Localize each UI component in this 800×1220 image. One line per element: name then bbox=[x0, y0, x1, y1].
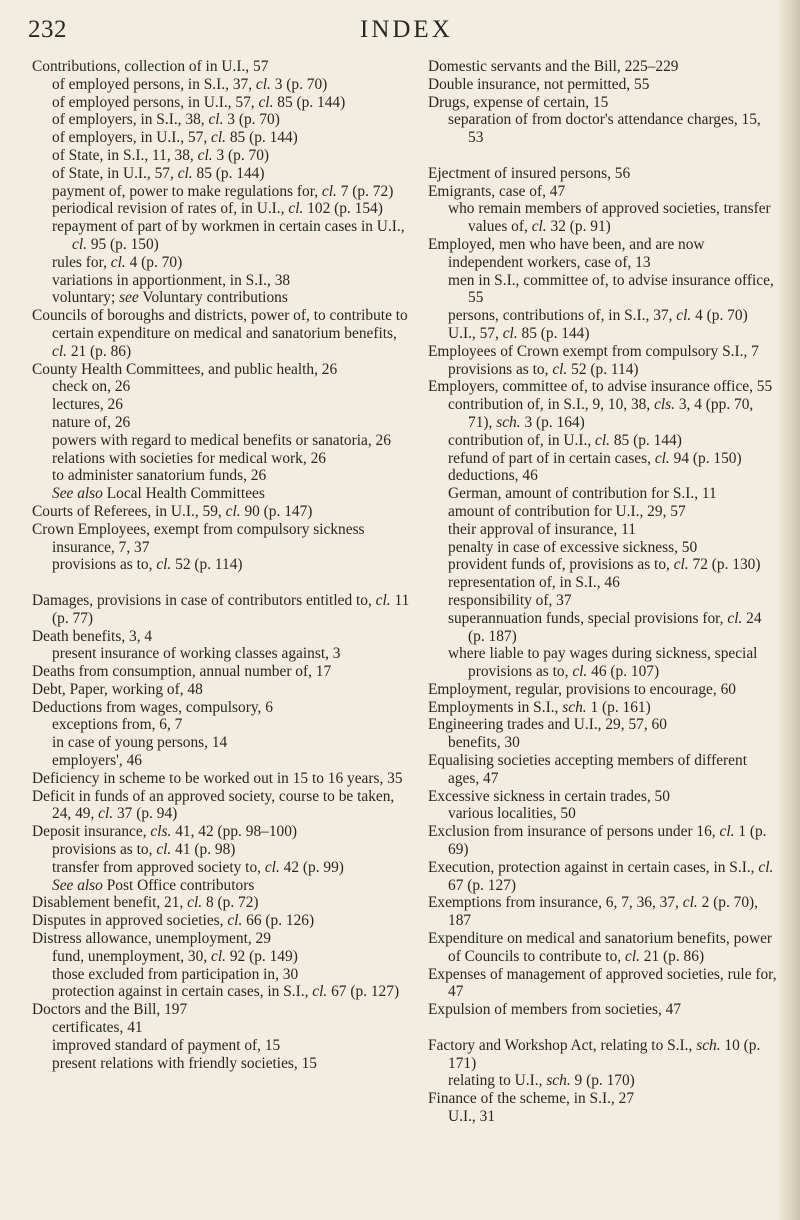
index-entry: Drugs, expense of certain, 15 bbox=[428, 93, 609, 111]
index-entry: Domestic servants and the Bill, 225–229 bbox=[428, 58, 679, 75]
index-entry: Factory and Workshop Act, relating to S.I., sch. 10 (p. 171) bbox=[428, 1036, 761, 1072]
index-subentry: their approval of insurance, 11 bbox=[448, 520, 636, 538]
index-subentry: voluntary; see Voluntary contributions bbox=[52, 289, 288, 307]
index-subentry: variations in apportionment, in S.I., 38 bbox=[52, 271, 291, 289]
index-subentry: check on, 26 bbox=[52, 378, 131, 396]
index-entry: Ejectment of insured persons, 56 bbox=[428, 164, 631, 182]
index-subentry: representation of, in S.I., 46 bbox=[448, 574, 620, 592]
index-entry: Employed, men who have been, and are now independent workers, case of, 13 bbox=[428, 235, 705, 271]
index-subentry: relations with societies for medical work, 26 bbox=[52, 449, 326, 467]
index-entry: Excessive sickness in certain trades, 50 bbox=[428, 787, 670, 805]
section-gap bbox=[428, 147, 778, 165]
index-column-right bbox=[428, 58, 778, 1126]
index-subentry: repayment of part of by workmen in certain cases in U.I., cl. 95 (p. 150) bbox=[52, 218, 405, 253]
index-subentry: of State, in S.I., 11, 38, cl. 3 (p. 70) bbox=[52, 146, 270, 164]
index-subentry: certificates, 41 bbox=[52, 1019, 143, 1037]
index-subentry: rules for, cl. 4 (p. 70) bbox=[52, 253, 183, 271]
index-subentry: of employed persons, in S.I., 37, cl. 3 (p. 70) bbox=[52, 75, 328, 93]
index-subentry: superannuation funds, special provisions for, cl. 24 (p. 187) bbox=[448, 609, 762, 645]
index-entry: Exemptions from insurance, 6, 7, 36, 37, cl. 2 (p. 70), 187 bbox=[428, 894, 759, 930]
index-subentry: deductions, 46 bbox=[448, 467, 538, 485]
index-subentry: persons, contributions of, in S.I., 37, cl. 4 (p. 70) bbox=[448, 307, 748, 325]
index-entry: Courts of Referees, in U.I., 59, cl. 90 (p. 147) bbox=[32, 502, 313, 520]
index-entry: Emigrants, case of, 47 bbox=[428, 182, 566, 200]
running-head: INDEX bbox=[360, 16, 453, 43]
index-subentry: provisions as to, cl. 41 (p. 98) bbox=[52, 841, 236, 859]
index-entry: Debt, Paper, working of, 48 bbox=[32, 680, 203, 698]
index-entry: County Health Committees, and public health, 26 bbox=[32, 360, 338, 378]
index-subentry: present relations with friendly societies, 15 bbox=[52, 1054, 317, 1072]
index-subentry: men in S.I., committee of, to advise insurance office, 55 bbox=[448, 271, 774, 307]
section-gap bbox=[428, 1019, 778, 1037]
index-subentry: refund of part of in certain cases, cl. 94 (p. 150) bbox=[448, 449, 742, 467]
index-subentry: See also Local Health Committees bbox=[52, 485, 265, 503]
index-entry: Employees of Crown exempt from compulsory S.I., 7 bbox=[428, 342, 759, 360]
index-subentry: improved standard of payment of, 15 bbox=[52, 1036, 281, 1054]
index-entry: Damages, provisions in case of contributors entitled to, cl. 11 (p. 77) bbox=[32, 591, 410, 627]
index-entry: Double insurance, not permitted, 55 bbox=[428, 75, 650, 93]
index-subentry: U.I., 31 bbox=[448, 1108, 496, 1126]
index-subentry: various localities, 50 bbox=[448, 805, 576, 823]
index-entry: Expulsion of members from societies, 47 bbox=[428, 1001, 682, 1019]
index-subentry: those excluded from participation in, 30 bbox=[52, 965, 299, 983]
index-entry: Councils of boroughs and districts, power of, to contribute to certain expenditure on medical and sanatorium benefits, cl. 21 (p. 86) bbox=[32, 307, 408, 360]
index-subentry: to administer sanatorium funds, 26 bbox=[52, 467, 267, 485]
index-entry: Deficiency in scheme to be worked out in 15 to 16 years, 35 bbox=[32, 769, 403, 787]
index-entry: Deficit in funds of an approved society, course to be taken, 24, 49, cl. 37 (p. 94) bbox=[32, 787, 395, 823]
index-entry: Distress allowance, unemployment, 29 bbox=[32, 930, 271, 948]
index-entry: Expenses of management of approved societies, rule for, 47 bbox=[428, 965, 777, 1001]
index-subentry: provident funds of, provisions as to, cl. 72 (p. 130) bbox=[448, 556, 761, 574]
index-entry: Crown Employees, exempt from compulsory sickness insurance, 7, 37 bbox=[32, 520, 365, 556]
index-subentry: U.I., 57, cl. 85 (p. 144) bbox=[448, 324, 590, 342]
index-entry: Finance of the scheme, in S.I., 27 bbox=[428, 1090, 635, 1108]
index-subentry: of employers, in S.I., 38, cl. 3 (p. 70) bbox=[52, 111, 280, 129]
section-gap bbox=[32, 574, 412, 592]
index-subentry: powers with regard to medical benefits or sanatoria, 26 bbox=[52, 431, 391, 449]
index-subentry: provisions as to, cl. 52 (p. 114) bbox=[448, 360, 639, 378]
index-subentry: contribution of, in S.I., 9, 10, 38, cls. 3, 4 (pp. 70, 71), sch. 3 (p. 164) bbox=[448, 396, 754, 431]
index-entry: Equalising societies accepting members of different ages, 47 bbox=[428, 752, 747, 787]
index-subentry: protection against in certain cases, in S.I., cl. 67 (p. 127) bbox=[52, 983, 400, 1001]
index-subentry: relating to U.I., sch. 9 (p. 170) bbox=[448, 1072, 635, 1090]
index-subentry: employers', 46 bbox=[52, 752, 142, 770]
index-subentry: nature of, 26 bbox=[52, 413, 131, 431]
index-entry: Contributions, collection of in U.I., 57 bbox=[32, 58, 269, 75]
index-subentry: amount of contribution for U.I., 29, 57 bbox=[448, 502, 686, 520]
index-subentry: present insurance of working classes against, 3 bbox=[52, 645, 341, 663]
index-subentry: who remain members of approved societies, transfer values of, cl. 32 (p. 91) bbox=[448, 200, 771, 236]
index-entry: Expenditure on medical and sanatorium benefits, power of Councils to contribute to, cl. 21 (p. 86) bbox=[428, 930, 773, 965]
index-subentry: penalty in case of excessive sickness, 50 bbox=[448, 538, 698, 556]
index-subentry: transfer from approved society to, cl. 42 (p. 99) bbox=[52, 858, 344, 876]
index-subentry: responsibility of, 37 bbox=[448, 591, 572, 609]
index-entry: Deductions from wages, compulsory, 6 bbox=[32, 698, 273, 716]
index-entry: Employers, committee of, to advise insurance office, 55 bbox=[428, 378, 773, 396]
index-entry: Deposit insurance, cls. 41, 42 (pp. 98–100) bbox=[32, 823, 298, 841]
index-entry: Engineering trades and U.I., 29, 57, 60 bbox=[428, 716, 667, 734]
index-subentry: lectures, 26 bbox=[52, 396, 123, 414]
index-entry: Doctors and the Bill, 197 bbox=[32, 1001, 188, 1019]
index-subentry: of State, in U.I., 57, cl. 85 (p. 144) bbox=[52, 164, 265, 182]
index-entry: Exclusion from insurance of persons under 16, cl. 1 (p. 69) bbox=[428, 823, 767, 859]
index-subentry: benefits, 30 bbox=[448, 734, 520, 752]
index-subentry: payment of, power to make regulations for, cl. 7 (p. 72) bbox=[52, 182, 394, 200]
page-header bbox=[0, 10, 800, 50]
index-entry: Deaths from consumption, annual number of, 17 bbox=[32, 663, 332, 681]
index-entry: Disputes in approved societies, cl. 66 (p. 126) bbox=[32, 912, 315, 930]
index-subentry: provisions as to, cl. 52 (p. 114) bbox=[52, 556, 243, 574]
index-subentry: contribution of, in U.I., cl. 85 (p. 144) bbox=[448, 431, 682, 449]
index-subentry: See also Post Office contributors bbox=[52, 876, 255, 894]
index-subentry: periodical revision of rates of, in U.I., cl. 102 (p. 154) bbox=[52, 200, 383, 218]
index-subentry: where liable to pay wages during sickness, special provisions as to, cl. 46 (p. 107) bbox=[448, 645, 758, 681]
index-column-left bbox=[32, 58, 412, 1072]
index-entry: Employment, regular, provisions to encourage, 60 bbox=[428, 680, 736, 698]
index-entry: Disablement benefit, 21, cl. 8 (p. 72) bbox=[32, 894, 259, 912]
page-edge bbox=[778, 0, 800, 1220]
index-subentry: German, amount of contribution for S.I., 11 bbox=[448, 485, 717, 503]
page-number: 232 bbox=[28, 16, 67, 43]
index-subentry: in case of young persons, 14 bbox=[52, 734, 228, 752]
index-entry: Execution, protection against in certain cases, in S.I., cl. 67 (p. 127) bbox=[428, 858, 774, 894]
index-entry: Death benefits, 3, 4 bbox=[32, 627, 153, 645]
index-subentry: separation of from doctor's attendance charges, 15, 53 bbox=[448, 111, 761, 147]
index-subentry: of employers, in U.I., 57, cl. 85 (p. 144) bbox=[52, 129, 298, 147]
index-entry: Employments in S.I., sch. 1 (p. 161) bbox=[428, 698, 651, 716]
index-subentry: fund, unemployment, 30, cl. 92 (p. 149) bbox=[52, 947, 298, 965]
index-subentry: of employed persons, in U.I., 57, cl. 85 (p. 144) bbox=[52, 93, 346, 111]
index-subentry: exceptions from, 6, 7 bbox=[52, 716, 183, 734]
